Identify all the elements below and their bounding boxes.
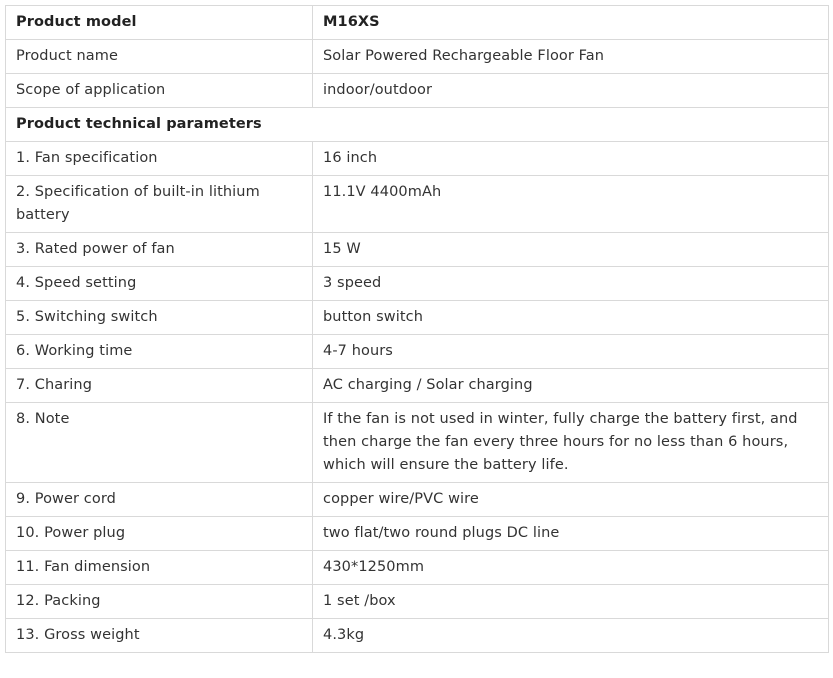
row-value: 16 inch (313, 142, 829, 176)
table-row (6, 517, 829, 551)
table-row (6, 551, 829, 585)
row-label: 11. Fan dimension (6, 551, 313, 585)
row-value: M16XS (313, 6, 829, 40)
row-label: 8. Note (6, 403, 313, 483)
table-row (6, 585, 829, 619)
table-row (6, 335, 829, 369)
row-label: Product name (6, 40, 313, 74)
table-row (6, 6, 829, 40)
row-value: 15 W (313, 233, 829, 267)
row-label: 1. Fan specification (6, 142, 313, 176)
row-label: 13. Gross weight (6, 619, 313, 653)
table-row (6, 176, 829, 233)
row-value: Solar Powered Rechargeable Floor Fan (313, 40, 829, 74)
table-row (6, 301, 829, 335)
row-label: 3. Rated power of fan (6, 233, 313, 267)
row-label: 2. Specification of built-in lithium battery (6, 176, 313, 233)
row-label: 5. Switching switch (6, 301, 313, 335)
row-value: button switch (313, 301, 829, 335)
row-value: indoor/outdoor (313, 74, 829, 108)
table-row (6, 267, 829, 301)
table-row (6, 233, 829, 267)
row-label: 10. Power plug (6, 517, 313, 551)
row-value: 4-7 hours (313, 335, 829, 369)
section-title: Product technical parameters (6, 108, 829, 142)
row-label: 6. Working time (6, 335, 313, 369)
table-row (6, 483, 829, 517)
row-value: 11.1V 4400mAh (313, 176, 829, 233)
table-row (6, 369, 829, 403)
row-value: two flat/two round plugs DC line (313, 517, 829, 551)
row-label: 9. Power cord (6, 483, 313, 517)
table-row (6, 403, 829, 483)
row-value: 3 speed (313, 267, 829, 301)
table-row (6, 142, 829, 176)
table-row (6, 619, 829, 653)
row-value: 4.3kg (313, 619, 829, 653)
row-value: 430*1250mm (313, 551, 829, 585)
section-header-row (6, 108, 829, 142)
row-value: AC charging / Solar charging (313, 369, 829, 403)
row-value: 1 set /box (313, 585, 829, 619)
row-label: 4. Speed setting (6, 267, 313, 301)
row-value: copper wire/PVC wire (313, 483, 829, 517)
table-row (6, 40, 829, 74)
row-value: If the fan is not used in winter, fully charge the battery first, and then charge the fan every three hours for no less than 6 hours, which will ensure the battery life. (313, 403, 829, 483)
table-row (6, 74, 829, 108)
row-label: 7. Charing (6, 369, 313, 403)
row-label: Scope of application (6, 74, 313, 108)
spec-table (5, 5, 829, 653)
row-label: 12. Packing (6, 585, 313, 619)
row-label: Product model (6, 6, 313, 40)
